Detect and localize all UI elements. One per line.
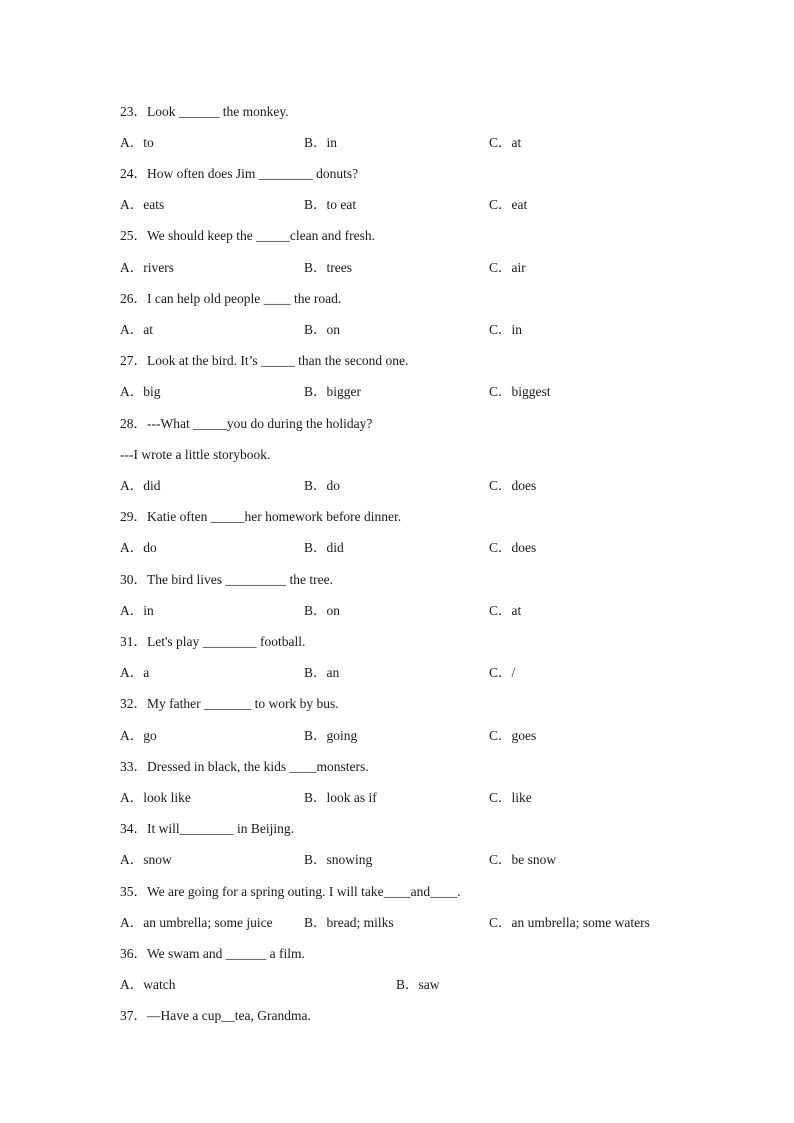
question-27-option-a: A．big: [120, 384, 161, 399]
question-29-stem: 29．Katie often _____her homework before dinner.: [120, 509, 402, 524]
question-26-option-a: A．at: [120, 322, 153, 337]
question-32-stem: 32．My father _______ to work by bus.: [120, 696, 339, 711]
question-29-option-b: B．did: [304, 540, 344, 555]
question-26-stem: 26．I can help old people ____ the road.: [120, 291, 342, 306]
question-24-option-b: B．to eat: [304, 197, 357, 212]
question-33-option-a: A．look like: [120, 790, 191, 805]
question-35-option-c: C．an umbrella; some waters: [489, 915, 650, 930]
question-30-option-a: A．in: [120, 603, 154, 618]
question-27-option-c: C．biggest: [489, 384, 551, 399]
question-35-option-a: A．an umbrella; some juice: [120, 915, 273, 930]
question-25-option-b: B．trees: [304, 260, 352, 275]
question-26-option-b: B．on: [304, 322, 341, 337]
question-23-stem: 23．Look ______ the monkey.: [120, 104, 289, 119]
question-23-option-b: B．in: [304, 135, 338, 150]
question-33-stem: 33．Dressed in black, the kids ____monsters.: [120, 759, 369, 774]
question-28-reply: ---I wrote a little storybook.: [120, 447, 271, 462]
question-25-option-a: A．rivers: [120, 260, 174, 275]
question-23-option-a: A．to: [120, 135, 154, 150]
question-37-stem: 37．—Have a cup__tea, Grandma.: [120, 1008, 311, 1023]
question-33-option-c: C．like: [489, 790, 532, 805]
question-29-option-c: C．does: [489, 540, 537, 555]
question-25-stem: 25．We should keep the _____clean and fresh.: [120, 228, 375, 243]
question-27-option-b: B．bigger: [304, 384, 361, 399]
question-34-stem: 34．It will________ in Beijing.: [120, 821, 294, 836]
question-34-option-a: A．snow: [120, 852, 172, 867]
question-34-option-b: B．snowing: [304, 852, 373, 867]
question-23-option-c: C．at: [489, 135, 522, 150]
question-36-stem: 36．We swam and ______ a film.: [120, 946, 305, 961]
question-24-option-c: C．eat: [489, 197, 528, 212]
question-31-stem: 31．Let's play ________ football.: [120, 634, 306, 649]
question-26-option-c: C．in: [489, 322, 523, 337]
question-29-option-a: A．do: [120, 540, 157, 555]
question-25-option-c: C．air: [489, 260, 526, 275]
question-31-option-a: A．a: [120, 665, 150, 680]
question-31-option-c: C．/: [489, 665, 516, 680]
question-24-option-a: A．eats: [120, 197, 165, 212]
question-28-option-c: C．does: [489, 478, 537, 493]
question-30-option-c: C．at: [489, 603, 522, 618]
question-32-option-c: C．goes: [489, 728, 537, 743]
question-35-stem: 35．We are going for a spring outing. I will take____and____.: [120, 884, 461, 899]
question-27-stem: 27．Look at the bird. It’s _____ than the second one.: [120, 353, 409, 368]
question-32-option-a: A．go: [120, 728, 157, 743]
question-28-option-a: A．did: [120, 478, 161, 493]
question-30-stem: 30．The bird lives _________ the tree.: [120, 572, 333, 587]
question-34-option-c: C．be snow: [489, 852, 557, 867]
question-33-option-b: B．look as if: [304, 790, 377, 805]
question-36-option-a: A．watch: [120, 977, 176, 992]
question-35-option-b: B．bread; milks: [304, 915, 394, 930]
question-28-option-b: B．do: [304, 478, 341, 493]
question-32-option-b: B．going: [304, 728, 358, 743]
question-31-option-b: B．an: [304, 665, 340, 680]
question-36-option-b: B．saw: [396, 977, 440, 992]
question-30-option-b: B．on: [304, 603, 341, 618]
question-24-stem: 24．How often does Jim ________ donuts?: [120, 166, 359, 181]
question-28-stem: 28．---What _____you do during the holiday?: [120, 416, 373, 431]
